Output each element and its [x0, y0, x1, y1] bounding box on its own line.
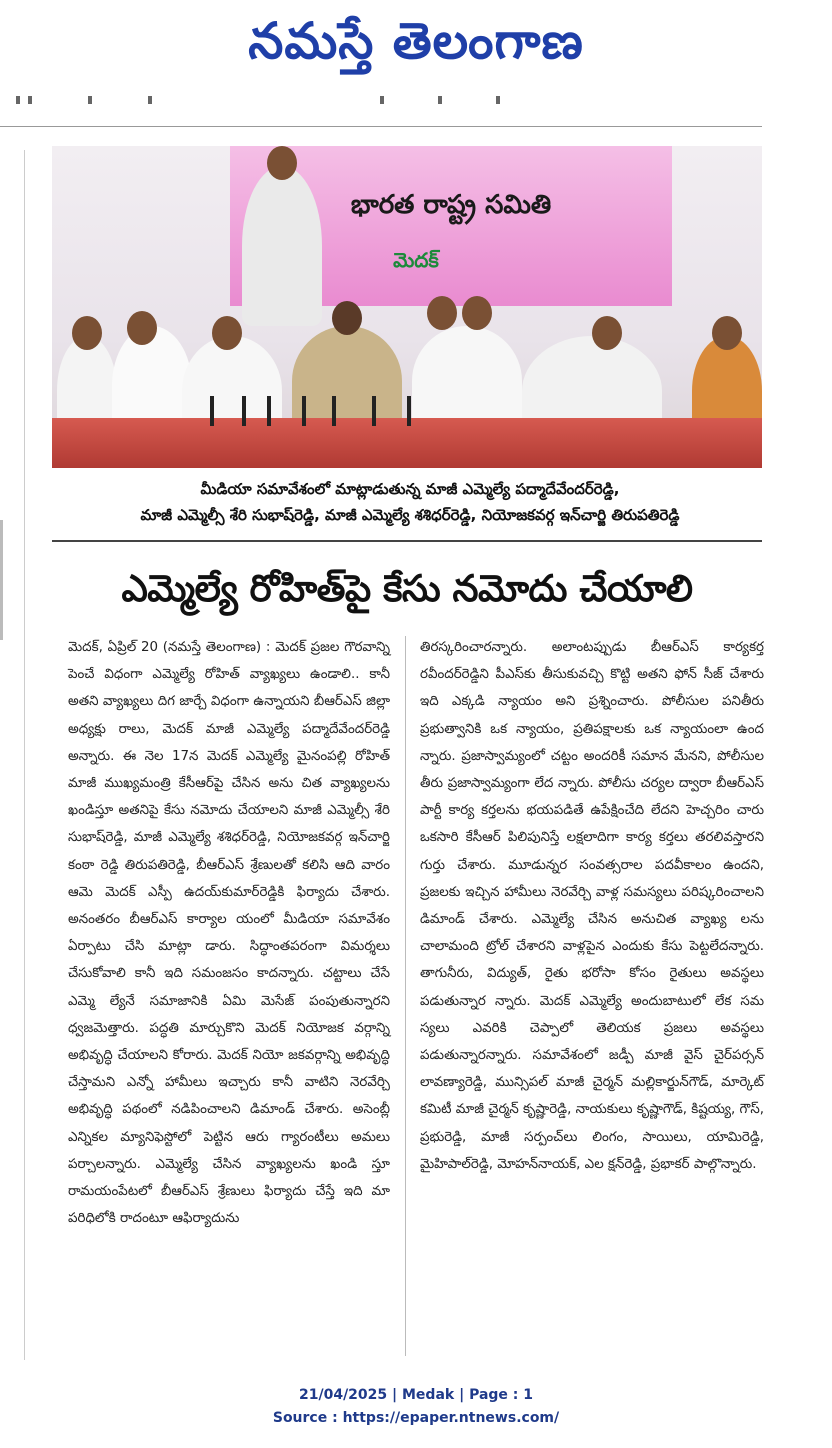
article-text-left: మెదక్, ఏప్రిల్ 20 (నమస్తే తెలంగాణ) : మెదక్ ప్రజల గౌరవాన్ని పెంచే విధంగా ఎమ్మెల్యే రోహిత్ వ్యాఖ్యలు ఉండాలి.. కానీ అతని వ్యాఖ్యలు దిగ జార్చే విధంగా ఉన్నాయని బీఆర్‌ఎస్ జిల్లా అధ్యక్షు రాలు, మెదక్ మాజీ ఎమ్మెల్యే పద్మాదేవేందర్‌రెడ్డి అన్నారు. ఈ నెల 17న మెదక్ ఎమ్మెల్యే మైనంపల్లి రోహిత్ మాజీ ముఖ్యమంత్రి కేసీఆర్‌పై చేసిన అను చిత వ్యాఖ్యలను ఖండిస్తూ అతనిపై కేసు నమోదు చేయాలని మాజీ ఎమ్మెల్సీ శేరి సుభాష్‌రెడ్డి, మాజీ ఎమ్మెల్యే శశిధర్‌రెడ్డి, నియోజకవర్గ ఇన్‌చార్జి కంఠా రెడ్డి తిరుపతిరెడ్డి, బీఆర్‌ఎస్ శ్రేణులతో కలిసి ఆది వారం ఆమె మెదక్ ఎస్పీ ఉదయ్‌కుమార్‌రెడ్డికి ఫిర్యాదు చేశారు. అనంతరం బీఆర్‌ఎస్ కార్యాల యంలో మీడియా సమావేశం ఏర్పాటు చేసి మాట్లా డారు. సిద్ధాంతపరంగా విమర్శలు చేసుకోవాలి కానీ ఇది సమంజసం కాదన్నారు. చట్టాలు చేసే ఎమ్మె ల్యేనే సమాజానికి ఏమి మెసేజ్ పంపుతున్నారని ధ్వజమెత్తారు. పద్ధతి మార్చుకొని మెదక్ నియోజక వర్గాన్ని అభివృద్ధి చేయాలని కోరారు. మెదక్ నియో జకవర్గాన్ని అభివృద్ధి చేస్తామని ఎన్నో హామీలు ఇచ్చారు కానీ వాటిని నెరవేర్చి అభివృద్ధి పథంలో నడిపించాలని డిమాండ్ చేశారు. అసెంబ్లీ ఎన్నికల మ్యానిఫెస్టోలో పెట్టిన ఆరు గ్యారంటీలు అమలు పర్చాలన్నారు. ఎమ్మెల్యే చేసిన వ్యాఖ్యలను ఖండి స్తూ రామయంపేటలో బీఆర్‌ఎస్ శ్రేణులు ఫిర్యాదు చేస్తే ఇది మా పరిధిలోకి రాదంటూ ఆఫిర్యాదును — [68, 640, 390, 1227]
person-head — [712, 316, 742, 350]
article-column-left — [68, 634, 390, 1232]
article-headline: ఎమ్మెల్యే రోహిత్‌పై కేసు నమోదు చేయాలి — [121, 567, 693, 610]
microphone — [242, 396, 246, 426]
microphone — [407, 396, 411, 426]
person-head — [212, 316, 242, 350]
banner-figure — [242, 166, 322, 326]
news-photo — [52, 146, 762, 468]
footer-dateline: 21/04/2025 | Medak | Page : 1 — [298, 1387, 534, 1403]
crop-marks — [0, 96, 832, 106]
masthead — [0, 0, 832, 92]
footer-source[interactable]: Source : https://epaper.ntnews.com/ — [272, 1410, 560, 1426]
banner-subtitle: మెదక్ — [393, 248, 439, 272]
article-text-right: తిరస్కరించారన్నారు. అలాంటప్పుడు బీఆర్‌ఎస్ కార్యకర్త రవీందర్‌రెడ్డిని పీఎస్‌కు తీసుకువచ్చి కొట్టి అతని ఫోన్ సీజ్ చేశారు ఇది ఎక్కడి న్యాయం అని ప్రశ్నించారు. పోలీసుల పనితీరు ప్రభుత్వానికి ఒక న్యాయం, ప్రతిపక్షాలకు ఒక న్యాయంలా ఉంద న్నారు. ప్రజాస్వామ్యంలో చట్టం అందరికీ సమాన మేనని, పోలీసుల తీరు ప్రజాస్వామ్యంగా లేద న్నారు. పోలీసు చర్యల ద్వారా బీఆర్‌ఎస్ పార్టీ కార్య కర్తలను భయపడితే ఉపేక్షించేది లేదని హెచ్చరిం చారు ఒకసారి కేసీఆర్ పిలిపునిస్తే లక్షలాదిగా కార్య కర్తలు తరలివస్తారని గుర్తు చేశారు. మూడున్నర సంవత్సరాల పదవీకాలం ఉందని, ప్రజలకు ఇచ్చిన హామీలు నెరవేర్చి వాళ్ల సమస్యలు పరిష్కరించాలని డిమాండ్ చేశారు. ఎమ్మెల్యే చేసిన అనుచిత వ్యాఖ్య లను చాలామంది ట్రోల్ చేశారని వాళ్లపైన ఎందుకు కేసు పెట్టలేదన్నారు. తాగునీరు, విద్యుత్, రైతు భరోసా కోసం రైతులు అవస్థలు పడుతున్నార న్నారు. మెదక్ ఎమ్మెల్యే అందుబాటులో లేక సమ స్యలు ఎవరికి చెప్పాలో తెలియక ప్రజలు అవస్థలు పడుతున్నారన్నారు. సమావేశంలో జడ్పీ మాజీ వైస్ చైర్‌పర్సన్ లావణ్యారెడ్డి, మున్సిపల్ మాజీ చైర్మన్ మల్లికార్జున్‌గౌడ్, మార్కెట్ కమిటీ మాజీ చైర్మన్ కృష్ణారెడ్డి, నాయకులు కృష్ణాగౌడ్, కిష్టయ్య, గౌస్, ప్రభురెడ్డి, మాజీ సర్పంచ్‌లు లింగం, సాయిలు, యామిరెడ్డి, మైహిపాల్‌రెడ్డి, మోహన్‌నాయక్, ఎల క్షన్‌రెడ్డి, ప్రభాకర్ పాల్గొన్నారు. — [420, 640, 764, 1172]
person-head — [332, 301, 362, 335]
page-footer — [0, 1384, 832, 1430]
column-divider — [405, 636, 406, 1356]
article-column-right — [420, 634, 764, 1178]
microphone — [372, 396, 376, 426]
microphone — [267, 396, 271, 426]
column-frame — [24, 150, 25, 1360]
microphone — [210, 396, 214, 426]
person-head — [592, 316, 622, 350]
person-head — [462, 296, 492, 330]
page-edge — [0, 520, 3, 640]
photo-caption — [60, 476, 760, 528]
caption-line-1: మీడియా సమావేశంలో మాట్లాడుతున్న మాజీ ఎమ్మెల్యే పద్మాదేవేందర్‌రెడ్డి, — [200, 480, 620, 498]
masthead-title: నమస్తే తెలంగాణ — [248, 12, 584, 70]
caption-line-2: మాజీ ఎమ్మెల్సీ శేరి సుభాష్‌రెడ్డి, మాజీ ఎమ్మెల్యే శశిధర్‌రెడ్డి, నియోజకవర్గ ఇన్‌చార్జి తిరుపతిరెడ్డి — [140, 506, 680, 524]
banner-figure-head — [267, 146, 297, 180]
top-rule — [0, 126, 762, 127]
person-head — [427, 296, 457, 330]
person-head — [72, 316, 102, 350]
person-head — [127, 311, 157, 345]
microphone — [332, 396, 336, 426]
banner-title: భారత రాష్ట్ర సమితి — [350, 190, 552, 220]
headline-rule — [52, 540, 762, 542]
microphone — [302, 396, 306, 426]
